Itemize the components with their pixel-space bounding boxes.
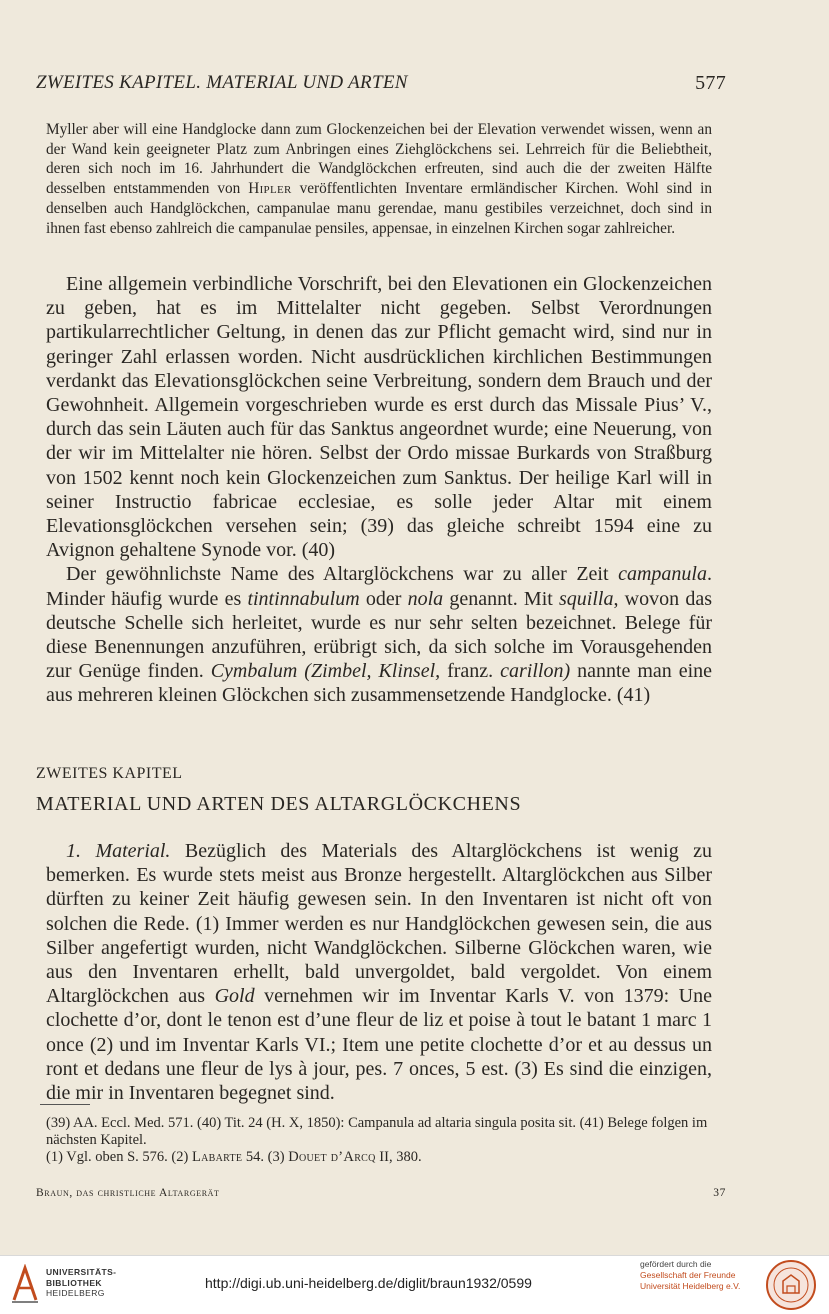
footnotes	[46, 1115, 712, 1166]
sponsor-credit[interactable]: gefördert durch die Gesellschaft der Freunde Universität Heidelberg e.V.	[640, 1259, 741, 1291]
chapter-title: MATERIAL UND ARTEN DES ALTARGLÖCKCHENS	[36, 793, 522, 815]
main-text-block-1	[46, 272, 712, 708]
footnote-line-2: (1) Vgl. oben S. 576. (2) Labarte 54. (3) Douet d’Arcq II, 380.	[46, 1149, 422, 1165]
viewer-footer	[0, 1255, 829, 1314]
footnote-rule	[40, 1104, 90, 1105]
signature-title: Braun, das christliche Altargerät	[36, 1187, 220, 1199]
small-print-paragraph: Myller aber will eine Handglocke dann zum Glockenzeichen bei der Elevation verwendet wissen, wenn an der Wand kein geeigneter Platz zum Anbringen eines Ziehglöckchens sei. Lehrreich für die Beliebtheit, deren sich noch im 16. Jahrhundert die Wandglöckchen erfreuten, sind auch die der zweiten Hälfte desselben entstammenden von Hipler veröffentlichten Inventare ermländischer Kirchen. Wohl sind in denselben auch Handglöckchen, campanulae manu gerendae, manu gestibiles verzeichnet, doch sind in ihnen fast ebenso zahlreich die campanulae pensiles, appensae, in einzelnen Kirchen sogar zahlreicher.	[46, 121, 713, 237]
paragraph-names: Der gewöhnlichste Name des Altarglöckchens war zu aller Zeit campanula. Minder häufig wurde es tintinnabulum oder nola genannt. Mit squilla, wovon das deutsche Schelle sich herleitet, wurde es nur sehr selten bezeichnet. Belege für diese Benennungen anzuführen, erübrigt sich, da sich solche im Vorausgehenden zur Genüge finden. Cymbalum (Zimbel, Klinsel, franz. carillon) nannte man eine aus mehreren kleinen Glöckchen sich zusammensetzende Handglocke. (41)	[46, 563, 713, 707]
chapter-label: ZWEITES KAPITEL	[36, 765, 183, 782]
page-number: 577	[695, 72, 726, 94]
paragraph-material: 1. Material. Bezüglich des Materials des Altarglöckchens ist wenig zu bemerken. Es wurde stets meist aus Bronze hergestellt. Altarglöckchen aus Silber dürften zu keiner Zeit häufig gewesen sein. In den Inventaren ist nicht oft von solchen die Rede. (1) Immer werden es nur Handglöckchen gewesen sein, die aus Silber angefertigt wurden, nicht Wandglöckchen. Silberne Glöckchen waren, wie aus den Inventaren erhellt, bald unvergoldet, bald vergoldet. Von einem Altarglöckchen aus Gold vernehmen wir im Inventar Karls V. von 1379: Une clochette d’or, dont le tenon est d’une fleur de liz et poise à tout le batant 1 marc 1 once (2) und im Inventar Karls VI.; Item une petite clochette d’or et au dessus un ront et dedans une fleur de lys à jour, pes. 7 onces, 5 est. (3) Es sind die einzigen, die mir in Inventaren begegnet sind.	[46, 840, 713, 1105]
university-seal-icon[interactable]	[765, 1259, 817, 1311]
permalink-url[interactable]: http://digi.ub.uni-heidelberg.de/diglit/braun1932/0599	[205, 1275, 532, 1291]
running-head	[36, 72, 726, 98]
footnote-line-1: (39) AA. Eccl. Med. 571. (40) Tit. 24 (H. X, 1850): Campanula ad altaria singula posita sit. (41) Belege folgen im nächsten Kapitel.	[46, 1115, 708, 1148]
university-library-logo-icon[interactable]	[10, 1264, 40, 1304]
signature-number: 37	[713, 1187, 726, 1199]
paragraph-elevation: Eine allgemein verbindliche Vorschrift, bei den Elevationen ein Glockenzeichen zu geben, hat es im Mittelalter nicht gegeben. Selbst Verordnungen partikularrechtlicher Geltung, in denen das zur Pflicht gemacht wird, sind nur in geringer Zahl erlassen worden. Nicht ausdrücklichen kirchlichen Bestimmungen verdankt das Elevationsglöckchen seine Verbreitung, sondern dem Brauch und der Gewohnheit. Allgemein vorgeschrieben wurde es erst durch das Missale Pius’ V., durch das sein Läuten auch für das Sanktus angeordnet wurde; eine Neuerung, von der wir im Mittelalter nie hören. Selbst der Ordo missae Burkards von Straßburg von 1502 kennt noch kein Glockenzeichen zum Sanktus. Der heilige Karl will in seiner Instructio fabricae ecclesiae, es solle jeder Altar mit einem Elevationsglöckchen versehen sein; (39) das gleiche schreibt 1594 eine zu Avignon gehaltene Synode vor. (40)	[46, 273, 712, 562]
author-hipler: Hipler	[248, 180, 292, 198]
running-head-title: ZWEITES KAPITEL. MATERIAL UND ARTEN	[36, 72, 408, 93]
main-text-block-2	[46, 839, 712, 1105]
university-library-name[interactable]: UNIVERSITÄTS- BIBLIOTHEK HEIDELBERG	[46, 1267, 117, 1298]
